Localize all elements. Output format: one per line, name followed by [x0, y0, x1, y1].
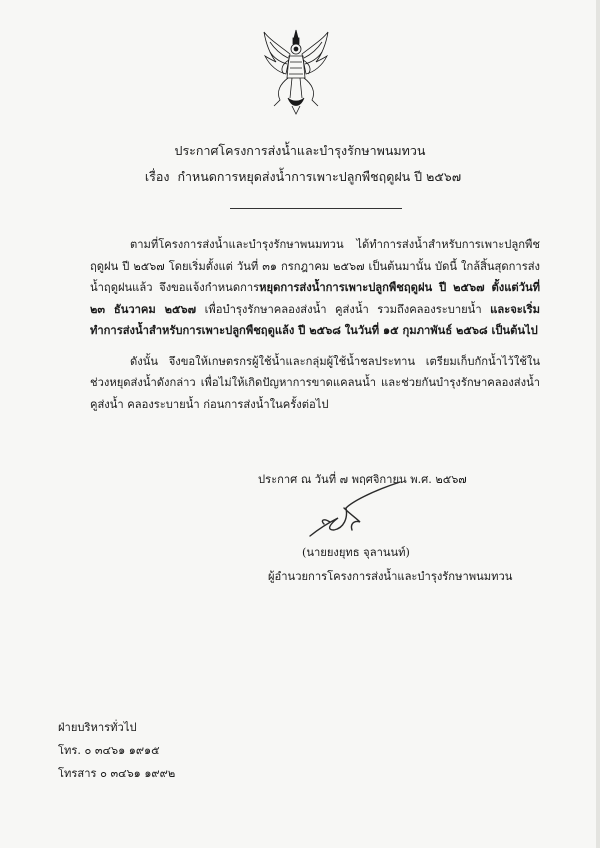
contact-block — [58, 716, 175, 785]
paragraph-1-purpose: เพื่อบำรุงรักษาคลองส่งน้ำ คูส่งน้ำ รวมถึงคลองระบายน้ำ — [196, 302, 491, 316]
paragraph-1-intro: ตามที่โครงการส่งน้ำและบำรุงรักษาพนมทวน ได้ทำการส่งน้ำสำหรับการเพาะปลูกพืชฤดูฝน ปี ๒๕๖๗ โดยเริ่มตั้งแต่ วันที่ ๓๑ กรกฎาคม ๒๕๖๗ เป็นต้นมานั้น บัดนี้ ใกล้สิ้นสุดการส่งน้ำฤดูฝนแล้ว จึงขอแจ้งกำหนดการ — [90, 238, 540, 294]
subject-label: เรื่อง — [144, 169, 170, 184]
announcement-subject — [0, 164, 600, 190]
subject-text: กำหนดการหยุดส่งน้ำการเพาะปลูกพืชฤดูฝน ปี ๒๕๖๗ — [177, 169, 462, 184]
garuda-emblem-icon — [262, 28, 330, 116]
paragraph-2: ดังนั้น จึงขอให้เกษตรกรผู้ใช้น้ำและกลุ่มผู้ใช้น้ำชลประทาน เตรียมเก็บกักน้ำไว้ใช้ในช่วงหยุดส่งน้ำดังกล่าว เพื่อไม่ให้เกิดปัญหาการขาดแคลนน้ำ และช่วยกันบำรุงรักษาคลองส่งน้ำ คูส่งน้ำ คลองระบายน้ำ ก่อนการส่งน้ำในครั้งต่อไป — [90, 354, 540, 411]
paragraph-1-resume-date: และจะเริ่มทำการส่งน้ำสำหรับการเพาะปลูกพืชฤดูแล้ง ปี ๒๕๖๘ ในวันที่ ๑๕ กุมภาพันธ์ ๒๕๖๘ เป็นต้นไป — [90, 301, 540, 337]
announcement-title-block — [0, 138, 600, 190]
signer-position: ผู้อำนวยการโครงการส่งน้ำและบำรุงรักษาพนมทวน — [268, 570, 513, 583]
announcement-date: ประกาศ ณ วันที่ ๗ พฤศจิกายน พ.ศ. ๒๕๖๗ — [258, 473, 467, 486]
paragraph-1-stop-date: หยุดการส่งน้ำการเพาะปลูกพืชฤดูฝน ปี ๒๕๖๗ ตั้งแต่วันที่ ๒๓ ธันวาคม ๒๕๖๗ — [90, 280, 540, 316]
contact-fax: โทรสาร ๐ ๓๔๖๑ ๑๙๙๒ — [58, 767, 176, 780]
contact-department: ฝ่ายบริหารทั่วไป — [58, 721, 137, 734]
handwritten-signature-icon — [290, 478, 430, 542]
contact-phone: โทร. ๐ ๓๔๖๑ ๑๙๑๕ — [58, 744, 160, 757]
announcement-title: ประกาศโครงการส่งน้ำและบำรุงรักษาพนมทวน — [174, 143, 426, 158]
signer-name: (นายยงยุทธ จุลานนท์) — [302, 546, 410, 559]
paper-edge — [596, 0, 600, 848]
paragraph-1 — [90, 234, 540, 342]
title-divider — [230, 208, 402, 209]
announcement-body — [90, 234, 540, 424]
